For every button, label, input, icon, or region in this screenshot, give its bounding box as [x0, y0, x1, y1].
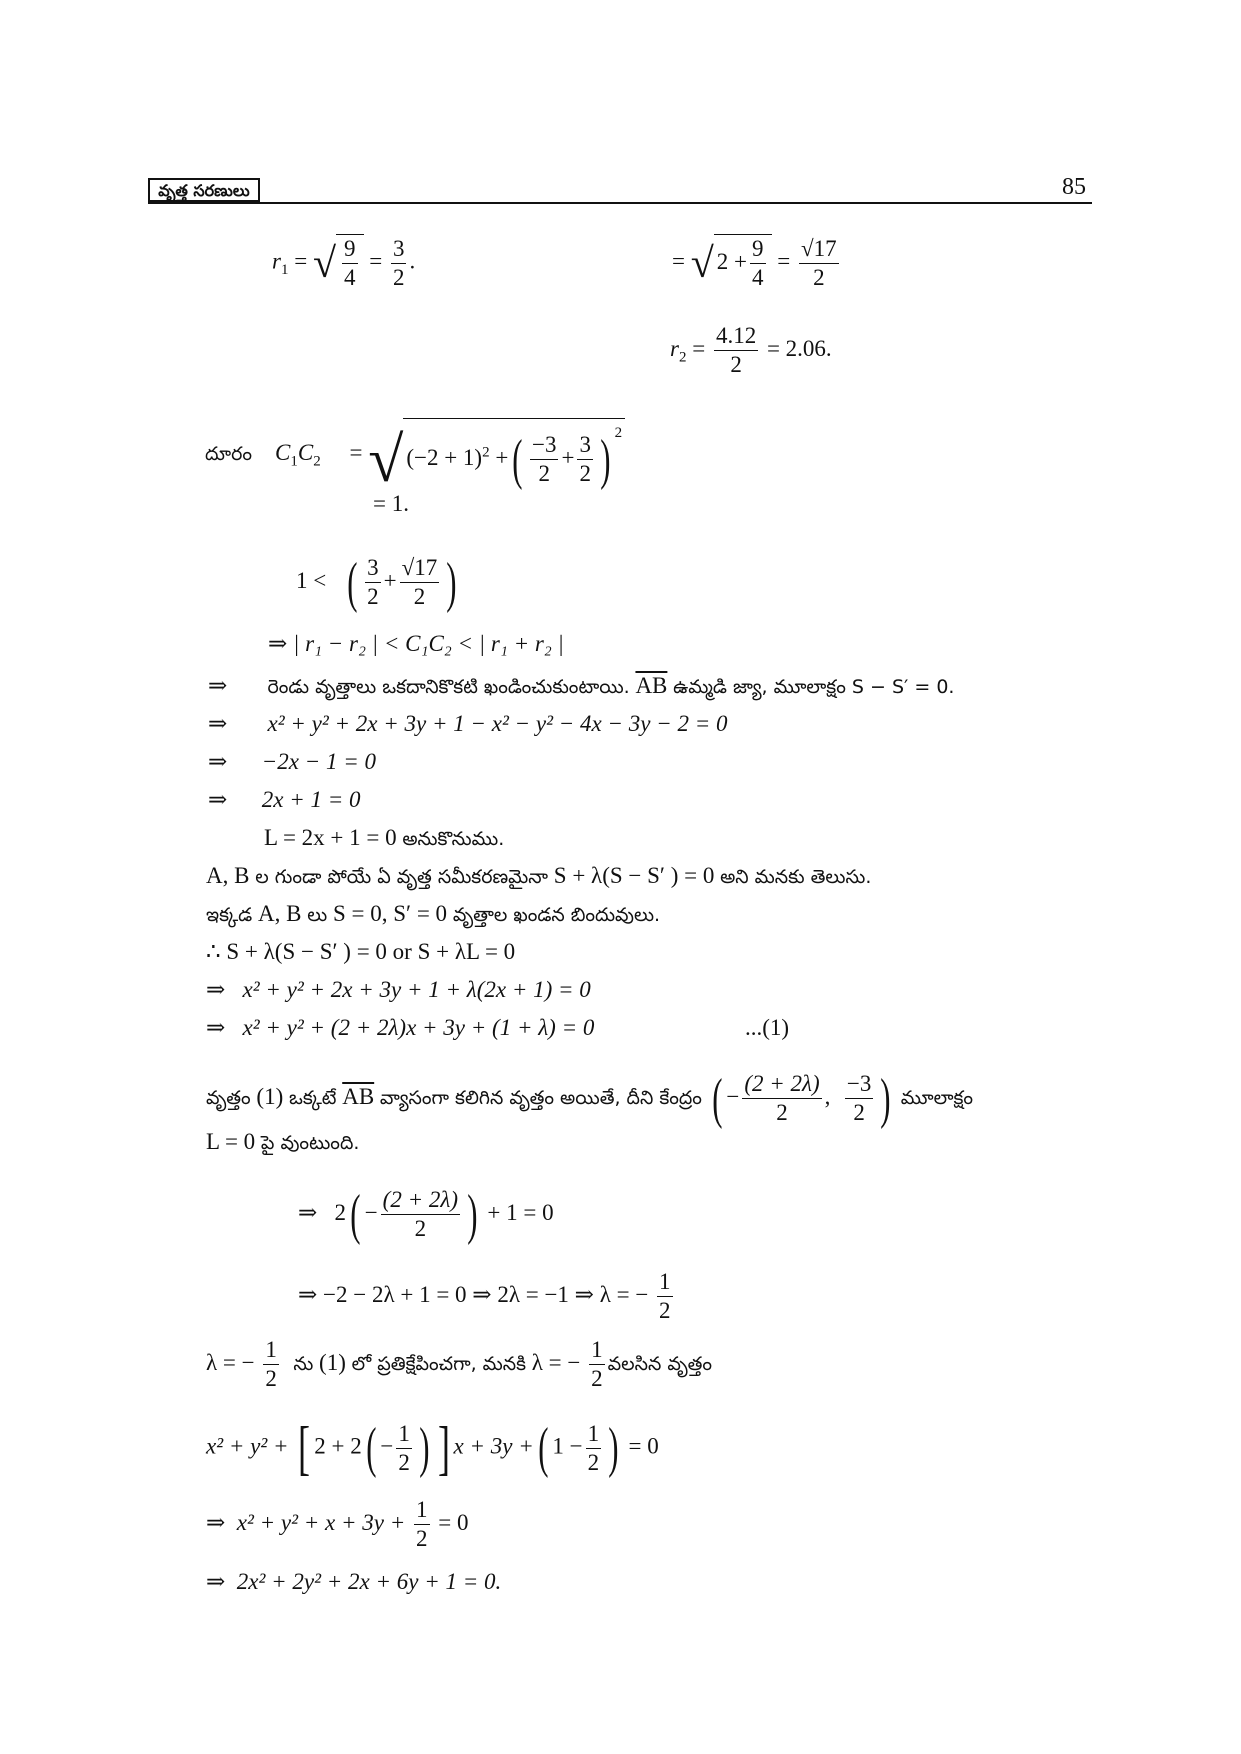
implies-2-equation: x² + y² + 2x + 3y + 1 − x² − y² − 4x − 3y − 2 = 0: [267, 711, 728, 736]
dist-square: 2: [614, 425, 623, 441]
ineq-f1-num: 3: [365, 554, 381, 583]
equation-a: [206, 976, 591, 1004]
distance-equation: [205, 418, 625, 495]
dist-plus-2: +: [561, 445, 575, 470]
implies-4-equation: 2x + 1 = 0: [261, 787, 361, 812]
lam-lhs: λ = −: [206, 1349, 255, 1375]
final-equation: [206, 1568, 501, 1596]
chapter-title-box: [148, 178, 260, 202]
dist-frac-1: [530, 431, 558, 488]
ineq-f2-num: √17: [400, 554, 440, 583]
circle-text-2: ఒక్కటే: [289, 1086, 337, 1109]
lam-frac: [263, 1336, 279, 1393]
here-text-1: ఇక్కడ: [206, 904, 253, 926]
lam-den: 2: [265, 1366, 277, 1391]
page-number: 85: [1062, 174, 1086, 200]
dist-f1-num: −3: [530, 431, 558, 460]
r1-equation: [272, 234, 415, 292]
family-points: A, B: [206, 863, 250, 888]
last-arrow: ⇒: [206, 1569, 226, 1594]
rad2-term: 2 +: [716, 248, 748, 274]
sub-f-den: 2: [414, 1216, 427, 1241]
on-line-condition: [206, 1128, 359, 1157]
sub-rest: + 1 = 0: [487, 1199, 554, 1225]
lam-frac-2: [589, 1336, 605, 1393]
eq-a-text: x² + y² + 2x + 3y + 1 + λ(2x + 1) = 0: [242, 977, 591, 1002]
implies-line-4: [208, 786, 361, 814]
r2-radical: [672, 234, 842, 292]
rad2-frac: [750, 235, 766, 292]
distance-result: = 1.: [373, 491, 409, 516]
sub-arrow: ⇒: [298, 1199, 318, 1225]
rad2-equals: =: [672, 248, 685, 274]
eq-b-text: x² + y² + (2 + 2λ)x + 3y + (1 + λ) = 0: [242, 1015, 595, 1040]
center-f1-den: 2: [776, 1100, 788, 1125]
lam-den-2: 2: [591, 1366, 603, 1391]
r2-symbol: r: [670, 335, 679, 361]
implies-1-arrow: ⇒: [208, 673, 228, 698]
r2-equals: =: [692, 335, 706, 361]
let-line-text: అనుకొనుము.: [402, 828, 505, 850]
final-f-num: 1: [396, 1420, 412, 1449]
implies-line-3: [208, 748, 376, 776]
implies-1-text-a: రెండు వృత్తాలు ఒకదానికొకటి ఖండించుకుంటాయి.: [267, 676, 630, 698]
final-a: x² + y² +: [206, 1433, 289, 1459]
header-rule: [148, 202, 1092, 204]
lam-num: 1: [263, 1336, 279, 1365]
solve-den: 2: [659, 1298, 671, 1323]
last-equation: 2x² + 2y² + 2x + 6y + 1 = 0.: [236, 1569, 502, 1594]
on-line-text: పై వుంటుంది.: [260, 1132, 360, 1154]
final-b: 2 + 2: [314, 1433, 362, 1459]
simp-frac: [414, 1496, 430, 1553]
center-f2-den: 2: [853, 1100, 865, 1125]
sub-minus: −: [364, 1199, 378, 1225]
equation-b: [206, 1014, 594, 1042]
final-c: x + 3y +: [453, 1433, 534, 1459]
lam-text-2: లో ప్రతిక్షేపించగా, మనకి: [351, 1352, 527, 1375]
dist-f2-num: 3: [577, 431, 593, 460]
r1-result-den: 2: [392, 264, 405, 290]
simp-den: 2: [416, 1526, 428, 1551]
implies-1-text-b: ఉమ్మడి జ్యా, మూలాక్షం S − S′ = 0.: [673, 676, 955, 698]
ineq-frac-2: [400, 554, 440, 611]
rad2-equals-2: =: [777, 248, 791, 274]
ineq-plus: +: [383, 567, 397, 593]
dist-term-a-sup: 2: [482, 444, 490, 461]
r2-frac: [714, 322, 758, 379]
r2-result: = 2.06.: [766, 335, 832, 361]
rad2-sqrt: √ 2 + $\frac{9}{4}$: [691, 234, 772, 292]
rad2-den: 4: [752, 265, 764, 290]
on-line-equation: L = 0: [206, 1129, 256, 1154]
final-frac: [396, 1420, 412, 1477]
simp-a: x² + y² + x + 3y +: [236, 1509, 406, 1535]
here-text-2: లు: [307, 904, 328, 926]
implies-line-2: [208, 710, 728, 738]
dist-f1-den: 2: [538, 461, 550, 487]
family-line: [206, 862, 871, 891]
distance-label: దూరం: [205, 443, 253, 466]
lam-ref: (1): [319, 1349, 346, 1375]
eq-a-arrow: ⇒: [206, 977, 226, 1002]
ineq-frac-1: [365, 554, 381, 611]
implies-2-arrow: ⇒: [208, 711, 228, 736]
ineq-f2-den: 2: [413, 584, 426, 609]
lam-rhs: λ = −: [531, 1349, 581, 1375]
final-minus: −: [380, 1433, 394, 1459]
rad2-result-num: √17: [799, 235, 839, 264]
circle-condition-line: వృత్తం (1) ఒక్కటే $\overline{AB}$ వ్యాసంగా కలిగిన వృత్తం అయితే, దీని కేంద్రం ( − $\frac{(2 + 2\lambda)}{2}$ , $\frac{-3}{2}$ ) మూలాక్షం: [206, 1067, 974, 1130]
lambda-substitution-line: [206, 1336, 712, 1393]
here-text-3: వృత్తాల ఖండన బిందువులు.: [452, 904, 661, 926]
sub-frac: [381, 1186, 460, 1243]
r1-subscript: 1: [280, 261, 289, 278]
implies-4-arrow: ⇒: [208, 787, 228, 812]
sub-two: 2: [334, 1199, 347, 1225]
r1-frac: [342, 235, 358, 292]
center-frac-1: [742, 1070, 821, 1127]
rad2-num: 9: [750, 235, 766, 264]
r1-sqrt: √ $\frac{9}{4}$: [313, 234, 364, 292]
dist-c1-sub: 1: [290, 453, 298, 470]
simp-num: 1: [414, 1496, 430, 1525]
inequality: 1 < ( $\frac{3}{2}$ + $\frac{√17}{2}$ ): [296, 551, 457, 614]
rad2-result: [799, 235, 839, 292]
implies-3-equation: −2x − 1 = 0: [261, 749, 377, 774]
lam-text-3: వలసిన వృత్తం: [607, 1352, 712, 1375]
chapter-title: వృత్త సరణులు: [158, 181, 250, 200]
dist-sqrt: √ $(-2 + 1)^2$ +( $\frac{-3}{2}$ + $\frac{3}{2}$ ) $^2$: [368, 418, 625, 492]
ineq-lhs: 1 <: [296, 567, 327, 593]
center-f2-num: −3: [845, 1070, 873, 1099]
simp-arrow: ⇒: [206, 1509, 226, 1535]
lam-num-2: 1: [589, 1336, 605, 1365]
center-frac-2: [845, 1070, 873, 1127]
dist-c2-sub: 2: [313, 453, 321, 470]
circle-ab: $\overline{AB}$: [342, 1083, 375, 1109]
r2-equation: [670, 322, 832, 379]
r2-subscript: 2: [678, 349, 687, 366]
r1-dot: .: [409, 248, 416, 274]
equation-tag-1: ...(1): [745, 1015, 790, 1040]
circle-ref: (1): [256, 1083, 284, 1109]
implies-3-arrow: ⇒: [208, 749, 228, 774]
family-text-1: ల గుండా పోయే ఏ వృత్త సమీకరణమైనా: [255, 866, 549, 888]
r2-den: 2: [730, 352, 742, 377]
final-e: = 0: [628, 1433, 659, 1459]
final-f-den: 2: [398, 1449, 410, 1475]
r1-equals: =: [294, 248, 308, 274]
therefore-line: ∴ S + λ(S − S′ ) = 0 or S + λL = 0: [206, 939, 516, 964]
dist-f2-den: 2: [579, 461, 591, 487]
circle-text-4: మూలాక్షం: [900, 1086, 974, 1109]
r1-equals-2: =: [369, 248, 383, 274]
r1-symbol: r: [272, 248, 281, 274]
here-points: A, B: [258, 901, 302, 926]
dist-equals: =: [349, 440, 363, 466]
ineq-f1-den: 2: [367, 584, 379, 609]
final-expansion: x² + y² + [ 2 + 2( − $\frac{1}{2}$ ) ] x + 3y +( 1 − $\frac{1}{2}$ ) = 0: [206, 1415, 659, 1481]
eq-b-arrow: ⇒: [206, 1015, 226, 1040]
solve-frac: [657, 1268, 673, 1325]
sub-f-num: (2 + 2λ): [381, 1186, 460, 1215]
solve-text: ⇒ −2 − 2λ + 1 = 0 ⇒ 2λ = −1 ⇒ λ = −: [298, 1281, 649, 1307]
dist-plus: +: [495, 445, 509, 470]
here-line: [206, 900, 660, 929]
circle-text-1: వృత్తం: [206, 1086, 251, 1109]
family-text-2: అని మనకు తెలుసు.: [720, 866, 872, 888]
r2-num: 4.12: [714, 322, 758, 351]
lam-text-1: ను: [293, 1352, 314, 1375]
solve-line: [298, 1268, 676, 1325]
family-equation: S + λ(S − S′ ) = 0: [553, 863, 715, 888]
final-d: 1 −: [552, 1433, 583, 1459]
center-comma: ,: [824, 1083, 831, 1109]
rad2-result-den: 2: [813, 264, 825, 290]
abs-inequality: ⇒ | r₁ − r₂ | < C₁C₂ < | r₁ + r₂ |: [268, 631, 564, 656]
implies-line-1: [208, 672, 954, 701]
center-minus: −: [726, 1083, 740, 1109]
solve-num: 1: [657, 1268, 673, 1297]
let-line-equation: L = 2x + 1 = 0: [264, 825, 397, 850]
r1-result: [391, 235, 407, 292]
circle-text-3: వ్యాసంగా కలిగిన వృత్తం అయితే, దీని కేంద్రం: [379, 1086, 702, 1109]
simplified-line: [206, 1496, 468, 1553]
substitution-line: ⇒ 2( − $\frac{(2 + 2\lambda)}{2}$ ) + 1 = 0: [298, 1183, 554, 1246]
r1-den: 4: [344, 265, 356, 290]
implies-1-ab: $\overline{AB}$: [635, 673, 668, 698]
dist-frac-2: [577, 431, 593, 488]
dist-term-a: (−2 + 1): [406, 445, 483, 470]
final-f2-num: 1: [586, 1420, 602, 1449]
dist-c-symbol: C: [275, 440, 291, 466]
let-line: [264, 824, 504, 853]
here-equation: S = 0, S′ = 0: [333, 901, 448, 926]
simp-b: = 0: [438, 1509, 469, 1535]
r1-num: 9: [342, 235, 358, 264]
final-frac-2: [586, 1420, 602, 1477]
dist-c2-symbol: C: [297, 440, 314, 466]
final-f2-den: 2: [587, 1449, 600, 1475]
r1-result-num: 3: [391, 235, 407, 264]
center-f1-num: (2 + 2λ): [742, 1070, 821, 1099]
